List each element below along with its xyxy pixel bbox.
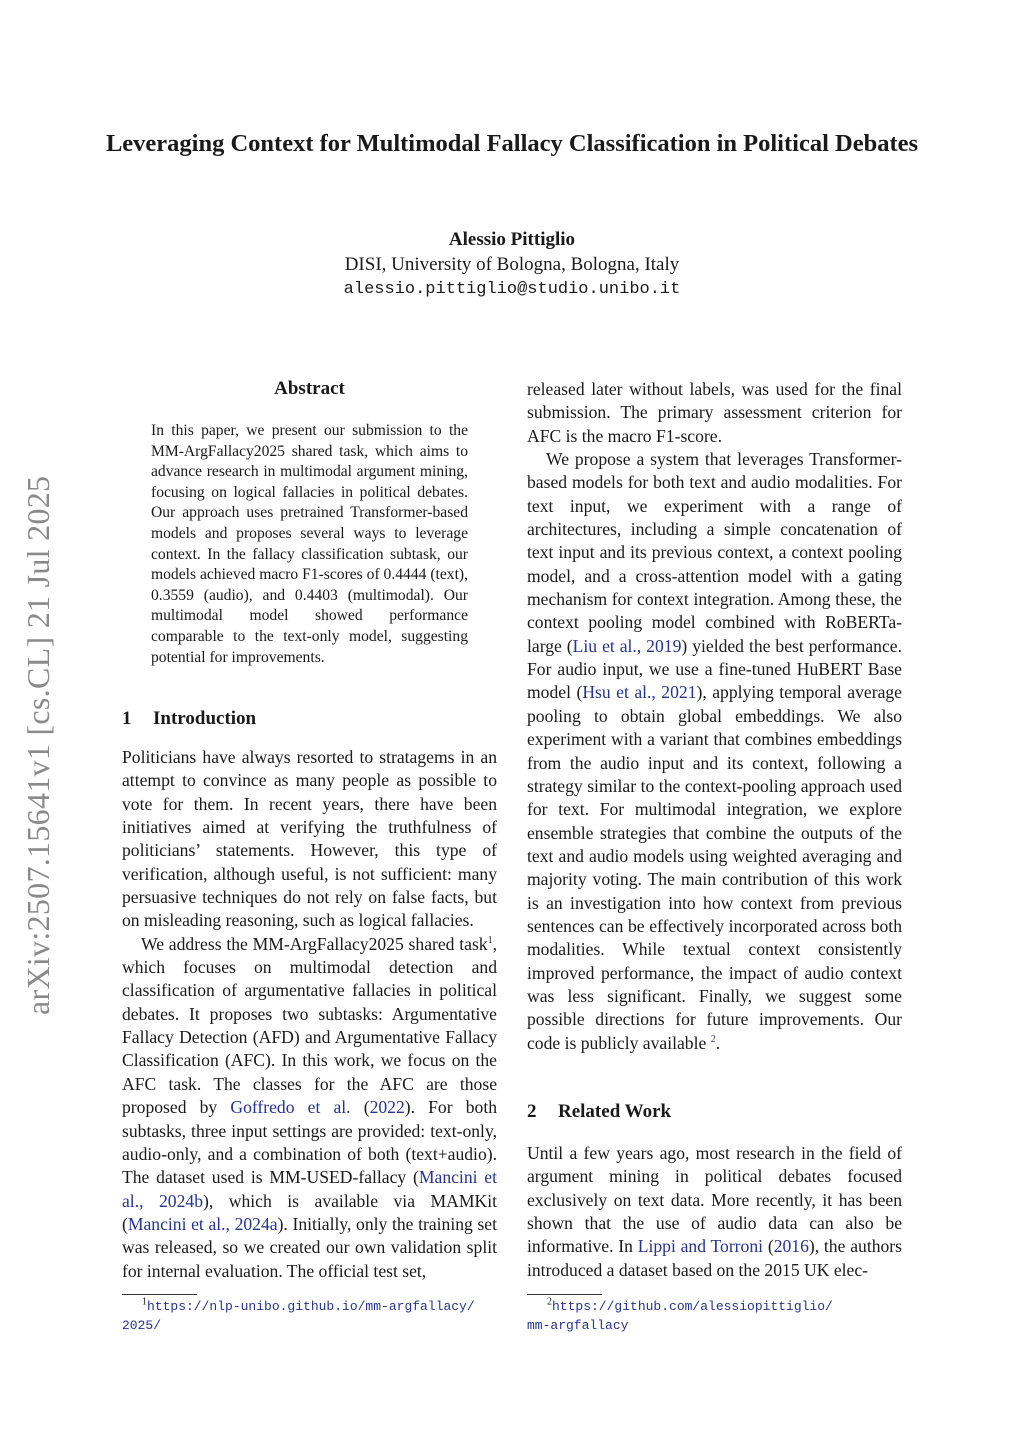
citation-link[interactable]: Lippi and Torroni — [637, 1236, 764, 1257]
footnote-2 — [527, 1297, 907, 1334]
text-run: ) yielded the best performance. For audio input, we use a fine-tuned HuBERT Base model ( — [527, 635, 902, 703]
footnote-mark: 1 — [142, 1296, 147, 1308]
footnote-1 — [122, 1297, 502, 1334]
arxiv-identifier-stamp: arXiv:2507.15641v1 [cs.CL] 21 Jul 2025 — [20, 475, 56, 1015]
text-run: . — [715, 1032, 721, 1053]
citation-link[interactable]: Hsu et al., 2021 — [582, 682, 697, 703]
text-run: ). Initially, only the training set was released, so we created our own validation split for internal evaluation. The official test set, — [122, 1213, 497, 1281]
text-run: ), applying temporal average pooling to obtain global embeddings. We also experiment with a variant that combines embeddings from the audio input and its context, following a strategy similar to the context-pooling approach used for text. For multimodal integration, we explore ensemble strategies that combine the outputs of the text and audio models using weighted averaging and majority voting. The main contribution of this work is an investigation into how context from previous sentences can be effectively incorporated across both modalities. While textual context consistently improved performance, the impact of audio context was less significant. Finally, we suggest some possible directions for future improvements. Our code is publicly available — [527, 682, 902, 1053]
citation-link[interactable]: 2016 — [773, 1236, 809, 1257]
paragraph — [122, 746, 497, 933]
text-run: ( — [763, 1236, 774, 1257]
text-run: , which focuses on multimodal detection and classification of argumentative fallacies in political debates. It proposes two subtasks: Argumentative Fallacy Detection (AFD) and Argumentative Fallacy Classification (AFC). In this work, we focus on the AFC task. The classes for the AFC are those proposed by — [122, 933, 497, 1118]
footnote-mark: 2 — [547, 1296, 552, 1308]
section-heading-introduction — [122, 708, 256, 730]
right-column-body — [527, 378, 902, 1055]
section-title: Related Work — [558, 1101, 672, 1122]
footnote-2-link[interactable]: https://github.com/alessiopittiglio/ mm-argfallacy — [527, 1299, 833, 1333]
text-run: Politicians have always resorted to stratagems in an attempt to convince as many people as possible to vote for them. In recent years, there have been initiatives aimed at verifying the truthfulness of politicians’ statements. However, this type of verification, although useful, is not sufficient: many persuasive techniques do not rely on false facts, but on misleading reasoning, such as logical fallacies. — [122, 747, 497, 931]
paper-title: Leveraging Context for Multimodal Fallacy Classification in Political Debates — [105, 130, 919, 157]
citation-link[interactable]: 2022 — [369, 1097, 405, 1118]
text-run: ), the authors introduced a dataset based on the 2015 UK elec- — [527, 1236, 903, 1280]
citation-link[interactable]: Mancini et al., 2024b — [122, 1167, 498, 1211]
footnote-rule — [122, 1294, 197, 1295]
citation-link[interactable]: Liu et al., 2019 — [572, 635, 682, 656]
text-run: ), which is available via MAMKit ( — [122, 1190, 497, 1234]
paragraph — [527, 1142, 902, 1282]
footnote-link[interactable]: 2 — [710, 1033, 716, 1045]
section-number: 1 — [122, 708, 132, 729]
abstract-text: In this paper, we present our submission to the MM-ArgFallacy2025 shared task, which aims to advance research in multimodal argument mining, focusing on logical fallacies in political debates. Our approach uses pretrained Transformer-based models and proposes several ways to leverage context. In the fallacy classification subtask, our models achieved macro F1-scores of 0.4444 (text), 0.3559 (audio), and 0.4403 (multimodal). Our multimodal model showed performance comparable to the text-only model, suggesting potential for improvements. — [151, 422, 468, 666]
text-run: Until a few years ago, most research in the field of argument mining in political debates focused exclusively on text data. More recently, it has been shown that the use of audio data can also be informative. In — [527, 1143, 902, 1257]
author-email[interactable]: alessio.pittiglio@studio.unibo.it — [343, 280, 681, 299]
left-column-body — [122, 746, 497, 1283]
author-name: Alessio Pittiglio — [448, 229, 576, 250]
paragraph — [527, 448, 902, 1055]
author-affiliation: DISI, University of Bologna, Bologna, Italy — [344, 254, 680, 275]
paragraph — [122, 933, 497, 1283]
text-run: We address the MM-ArgFallacy2025 shared task — [141, 933, 488, 954]
section-title: Introduction — [153, 708, 257, 729]
text-run: ( — [350, 1097, 370, 1118]
text-run: We propose a system that leverages Transformer-based models for both text and audio modalities. For text input, we experiment with a range of architectures, including a simple concatenation of text input and its previous context, a context pooling model, and a cross-attention model with a gating mechanism for context integration. Among these, the context pooling model combined with RoBERTa-large ( — [527, 449, 902, 656]
citation-link[interactable]: Goffredo et al. — [230, 1097, 351, 1118]
footnote-rule — [527, 1294, 602, 1295]
footnote-1-link[interactable]: https://nlp-unibo.github.io/mm-argfallacy/ 2025/ — [122, 1299, 475, 1333]
citation-link[interactable]: Mancini et al., 2024a — [127, 1213, 278, 1234]
section-number: 2 — [527, 1101, 537, 1122]
paragraph — [527, 378, 902, 448]
text-run: released later without labels, was used for the final submission. The primary assessment criterion for AFC is the macro F1-score. — [527, 379, 902, 446]
text-run: ). For both subtasks, three input settings are provided: text-only, audio-only, and a combination of both (text+audio). The dataset used is MM-USED-fallacy ( — [122, 1097, 497, 1188]
abstract-heading: Abstract — [274, 378, 345, 399]
footnote-mark: 1 — [487, 934, 493, 946]
related-work-body — [527, 1142, 902, 1282]
section-heading-related-work — [527, 1101, 671, 1123]
